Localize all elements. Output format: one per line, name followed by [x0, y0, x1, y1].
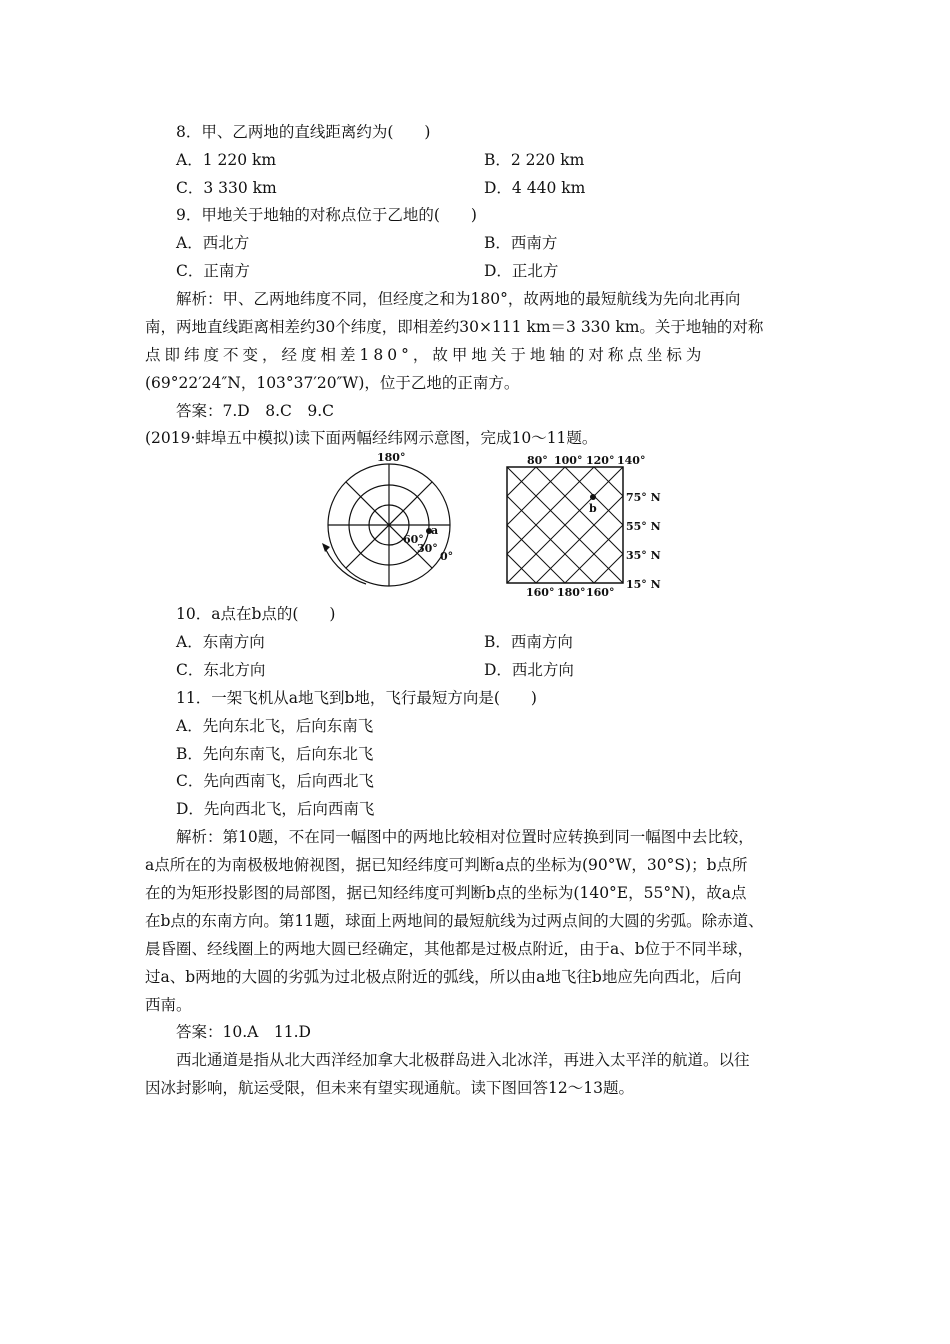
figure-intro: (2019·蚌埠五中模拟)读下面两幅经纬网示意图，完成10～11题。	[145, 429, 598, 447]
grid-right-label-75n: 75° N	[626, 491, 661, 504]
question-9-option-b: B．西南方	[484, 234, 558, 252]
rectangular-grid-figure	[495, 450, 665, 600]
question-8-option-c: C．3 330 km	[176, 179, 277, 197]
grid-top-label-140: 140°	[617, 454, 646, 467]
grid-point-b-label: b	[589, 502, 597, 515]
polar-label-0: 0°	[440, 550, 454, 563]
analysis-1-line-1: 解析：甲、乙两地纬度不同，但经度之和为180°，故两地的最短航线为先向北再向	[176, 290, 741, 308]
analysis-2-line-7: 西南。	[145, 996, 192, 1014]
passage-line-2: 因冰封影响，航运受限，但未来有望实现通航。读下图回答12～13题。	[145, 1079, 634, 1097]
question-9-option-a: A．西北方	[176, 234, 250, 252]
analysis-2-line-6: 过a、b两地的大圆的劣弧为过北极点附近的弧线，所以由a地飞往b地应先向西北，后向	[145, 968, 742, 986]
polar-label-60: 60°	[403, 533, 424, 546]
grid-top-label-120: 120°	[586, 454, 615, 467]
grid-right-label-15n: 15° N	[626, 578, 661, 591]
question-10-option-a: A．东南方向	[176, 633, 265, 651]
grid-bottom-label-180: 180°	[557, 586, 586, 599]
analysis-2-line-4: 在b点的东南方向。第11题，球面上两地间的最短航线为过两点间的大圆的劣弧。除赤道、	[145, 912, 764, 930]
answer-2: 答案：10.A 11.D	[176, 1023, 311, 1041]
question-8-option-d: D．4 440 km	[484, 179, 586, 197]
analysis-2-line-5: 晨昏圈、经线圈上的两地大圆已经确定，其他都是过极点附近，由于a、b位于不同半球，	[145, 940, 754, 958]
question-9-option-d: D．正北方	[484, 262, 559, 280]
question-11-stem: 11．一架飞机从a地飞到b地，飞行最短方向是( )	[176, 689, 537, 707]
grid-right-label-55n: 55° N	[626, 520, 661, 533]
grid-right-label-35n: 35° N	[626, 549, 661, 562]
polar-point-a-label: a	[431, 524, 439, 537]
analysis-1-line-3: 点即纬度不变，经度相差180°，故甲地关于地轴的对称点坐标为	[145, 346, 706, 364]
analysis-2-line-3: 在的为矩形投影图的局部图，据已知经纬度可判断b点的坐标为(140°E，55°N)，故a点	[145, 884, 747, 902]
question-8-stem: 8．甲、乙两地的直线距离约为( )	[176, 123, 431, 141]
passage-line-1: 西北通道是指从北大西洋经加拿大北极群岛进入北冰洋，再进入太平洋的航道。以往	[176, 1051, 750, 1069]
question-11-option-b: B．先向东南飞，后向东北飞	[176, 745, 374, 763]
point-b-marker	[590, 494, 596, 500]
rotation-arrowhead-icon	[322, 543, 330, 552]
analysis-1-line-2: 南，两地直线距离相差约30个纬度，即相差约30×111 km＝3 330 km。关于地轴的对称	[145, 318, 764, 336]
question-10-stem: 10．a点在b点的( )	[176, 605, 336, 623]
analysis-1-line-4: (69°22′24″N，103°37′20″W)，位于乙地的正南方。	[145, 374, 520, 392]
answer-1: 答案：7.D 8.C 9.C	[176, 402, 335, 420]
question-8-option-a: A．1 220 km	[176, 151, 277, 169]
polar-projection-figure	[318, 450, 468, 590]
grid-top-label-100: 100°	[554, 454, 583, 467]
grid-lines	[507, 467, 623, 583]
question-11-option-c: C．先向西南飞，后向西北飞	[176, 772, 374, 790]
question-8-option-b: B．2 220 km	[484, 151, 585, 169]
question-10-option-c: C．东北方向	[176, 661, 266, 679]
question-10-option-b: B．西南方向	[484, 633, 573, 651]
grid-top-label-80: 80°	[527, 454, 548, 467]
analysis-2-line-2: a点所在的为南极极地俯视图，据已知经纬度可判断a点的坐标为(90°W，30°S)；b点所	[145, 856, 748, 874]
polar-label-180: 180°	[377, 451, 406, 464]
polar-label-30: 30°	[417, 542, 438, 555]
question-11-option-a: A．先向东北飞，后向东南飞	[176, 717, 374, 735]
analysis-2-line-1: 解析：第10题，不在同一幅图中的两地比较相对位置时应转换到同一幅图中去比较，	[176, 828, 754, 846]
grid-bottom-label-160-right: 160°	[586, 586, 615, 599]
question-9-stem: 9．甲地关于地轴的对称点位于乙地的( )	[176, 206, 477, 224]
question-11-option-d: D．先向西北飞，后向西南飞	[176, 800, 375, 818]
question-9-option-c: C．正南方	[176, 262, 250, 280]
grid-bottom-label-160-left: 160°	[526, 586, 555, 599]
question-10-option-d: D．西北方向	[484, 661, 574, 679]
